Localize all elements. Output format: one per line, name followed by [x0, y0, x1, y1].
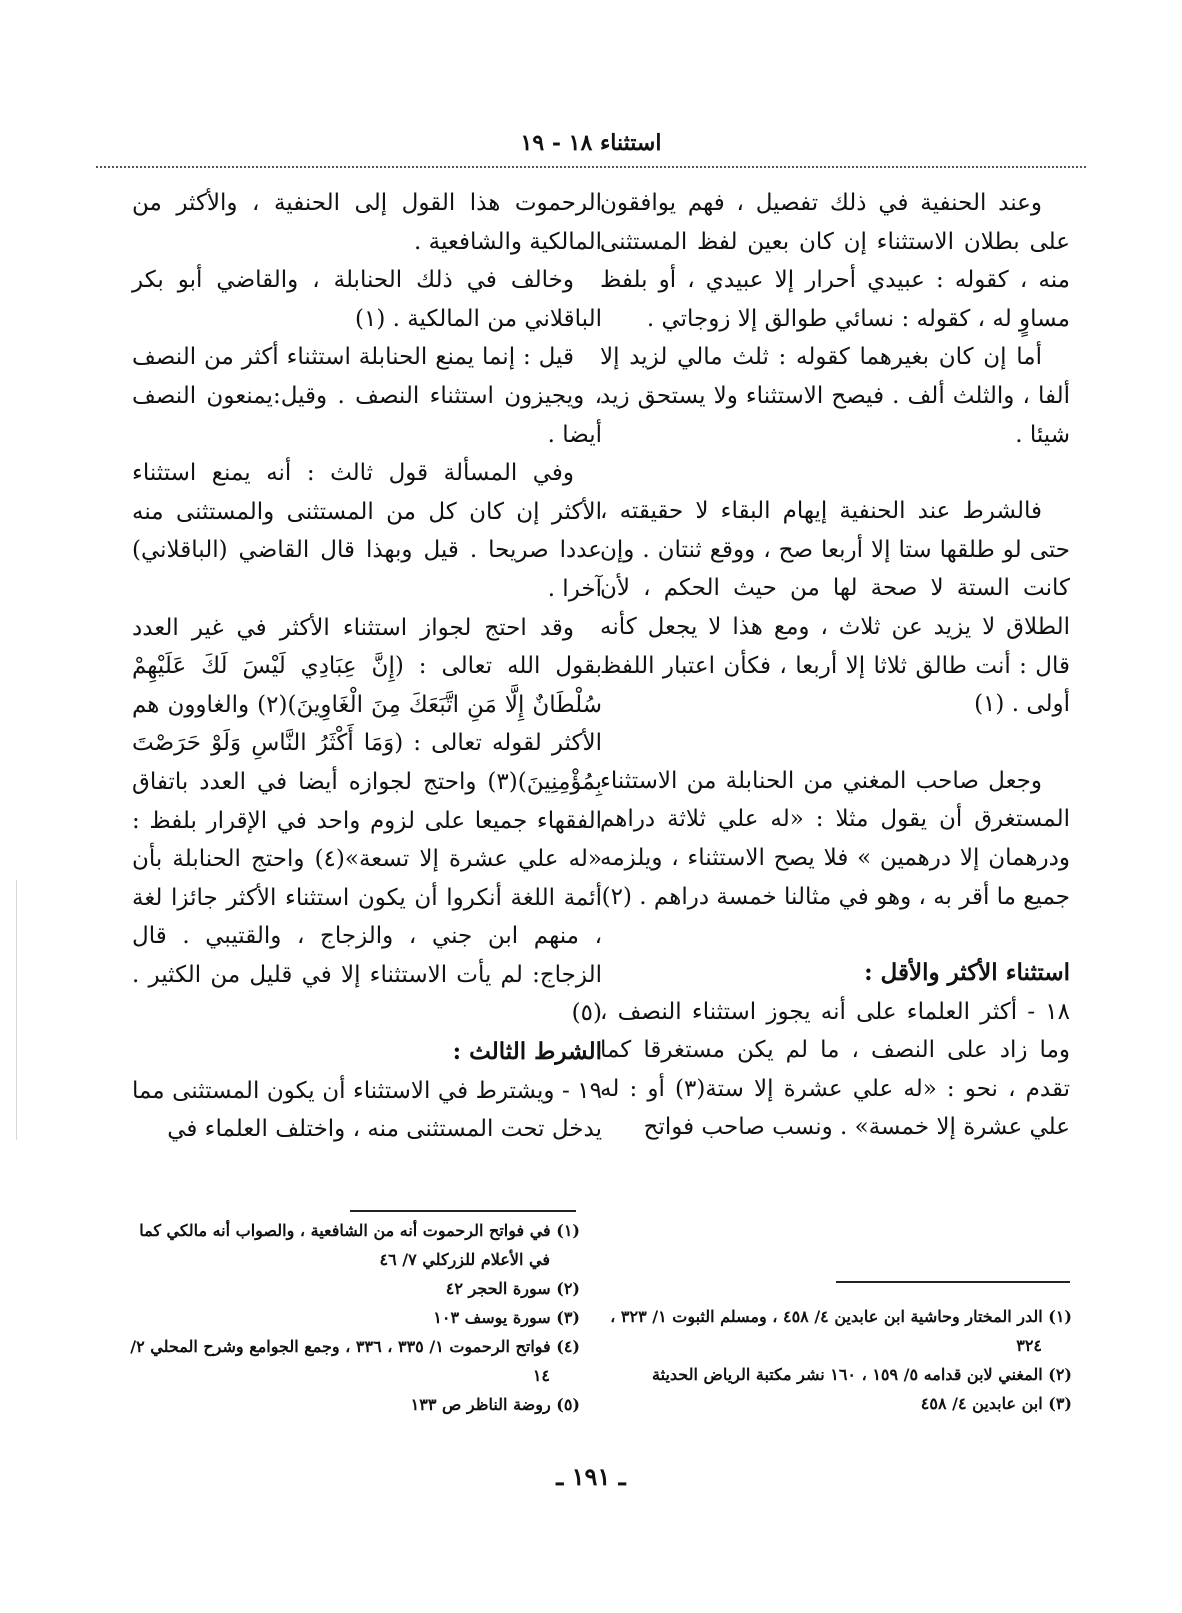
section-heading: الشرط الثالث : [452, 1038, 602, 1066]
paragraph: وفي المسألة قول ثالث : أنه يمنع استثناء الأكثر إن كان كل من المستثنى والمستثنى منه عددا صريحا . قيل وبهذا قال القاضي (الباقلاني) آخرا . [132, 460, 602, 602]
left-text-column [132, 184, 602, 1149]
footnote: (١) في فواتح الرحموت أنه من الشافعية ، والصواب أنه مالكي كما في الأعلام للزركلي ٧/ ٤٦ [139, 1221, 580, 1269]
paragraph: فالشرط عند الحنفية إيهام البقاء لا حقيقته ، حتى لو طلقها ستا إلا أربعا صح ، ووقع ثنتان . وإن كانت الستة لا صحة لها من حيث الحكم ، لأن الطلاق لا يزيد عن ثلاث ، ومع هذا لا يجعل كأنه قال : أنت طالق ثلاثا إلا أربعا ، فكأن اعتبار اللفظ أولى . (١) [600, 498, 1070, 718]
footnotes-left [118, 1216, 580, 1419]
paragraph: ١٩ - ويشترط في الاستثناء أن يكون المستثنى مما يدخل تحت المستثنى منه ، واختلف العلماء في [132, 1077, 602, 1143]
running-header: استثناء ١٨ - ١٩ [520, 130, 662, 156]
footnote: (٢) سورة الحجر ٤٢ [445, 1279, 580, 1298]
paragraph: الرحموت هذا القول إلى الحنفية ، والأكثر من المالكية والشافعية . [132, 190, 602, 255]
footnote: (٣) ابن عابدين ٤/ ٤٥٨ [920, 1394, 1072, 1413]
footnote-separator [836, 1281, 1070, 1283]
paragraph: وخالف في ذلك الحنابلة ، والقاضي أبو بكر الباقلاني من المالكية . (١) [132, 267, 602, 332]
footnote: (٢) المغني لابن قدامه ٥/ ١٥٩ ، ١٦٠ نشر مكتبة الرياض الحديثة [652, 1365, 1072, 1384]
footnote: (٣) سورة يوسف ١٠٣ [433, 1308, 580, 1327]
page-number: ـ ١٩١ ـ [556, 1462, 626, 1491]
scan-edge-mark [16, 880, 17, 1140]
footnote: (٥) روضة الناظر ص ١٣٣ [410, 1395, 580, 1414]
footnote-separator [350, 1210, 576, 1212]
paragraph-spacer [600, 454, 1070, 492]
paragraph-spacer [600, 724, 1070, 762]
paragraph: وقد احتج لجواز استثناء الأكثر في غير العدد بقول الله تعالى : (إِنَّ عِبَادِي لَيْسَ لَكَ عَلَيْهِمْ سُلْطَانٌ إِلَّا مَنِ اتَّبَعَكَ مِنَ الْغَاوِينَ)(٢) والغاوون هم الأكثر لقوله تعالى : (وَمَا أَكْثَرُ النَّاسِ وَلَوْ حَرَصْتَ بِمُؤْمِنِينَ)(٣) واحتج لجوازه أيضا في العدد باتفاق الفقهاء جميعا على لزوم واحد في الإقرار بلفظ : «له علي عشرة إلا تسعة»(٤) واحتج الحنابلة بأن أئمة اللغة أنكروا أن يكون استثناء الأكثر جائزا لغة ، منهم ابن جني ، والزجاج ، والقتيبي . قال الزجاج: لم يأت الاستثناء إلا في قليل من الكثير . (٥) [132, 614, 603, 1027]
paragraph: أما إن كان بغيرهما كقوله : ثلث مالي لزيد إلا ألفا ، والثلث ألف . فيصح الاستثناء ولا يستحق زيد شيئا . [600, 344, 1070, 448]
paragraph: قيل : إنما يمنع الحنابلة استثناء أكثر من النصف ، ويجيزون استثناء النصف . وقيل:يمنعون النصف أيضا . [132, 344, 602, 448]
right-text-column [600, 184, 1070, 1147]
footnote: (٤) فواتح الرحموت ١/ ٣٣٥ ، ٣٣٦ ، وجمع الجوامع وشرح المحلي ٢/ ١٤ [130, 1337, 580, 1385]
section-heading: استثناء الأكثر والأقل : [864, 959, 1070, 987]
footnote: (١) الدر المختار وحاشية ابن عابدين ٤/ ٤٥٨ ، ومسلم الثبوت ١/ ٣٢٣ ، ٣٢٤ [610, 1307, 1072, 1355]
paragraph: ١٨ - أكثر العلماء على أنه يجوز استثناء النصف ، وما زاد على النصف ، ما لم يكن مستغرقا كما تقدم ، نحو : «له علي عشرة إلا ستة(٣) أو : له علي عشرة إلا خمسة» . ونسب صاحب فواتح [600, 998, 1070, 1141]
paragraph: وعند الحنفية في ذلك تفصيل ، فهم يوافقون على بطلان الاستثناء إن كان بعين لفظ المستثنى منه ، كقوله : عبيدي أحرار إلا عبيدي ، أو بلفظ مساوٍ له ، كقوله : نسائي طوالق إلا زوجاتي . [600, 190, 1070, 332]
header-dotted-rule [96, 166, 1086, 168]
paragraph-spacer [600, 916, 1070, 954]
paragraph: وجعل صاحب المغني من الحنابلة من الاستثناء المستغرق أن يقول مثلا : «له علي ثلاثة دراهم ودرهمان إلا درهمين » فلا يصح الاستثناء ، ويلزمه جميع ما أقر به ، وهو في مثالنا خمسة دراهم . (٢) [600, 767, 1070, 910]
footnotes-right [596, 1302, 1072, 1418]
